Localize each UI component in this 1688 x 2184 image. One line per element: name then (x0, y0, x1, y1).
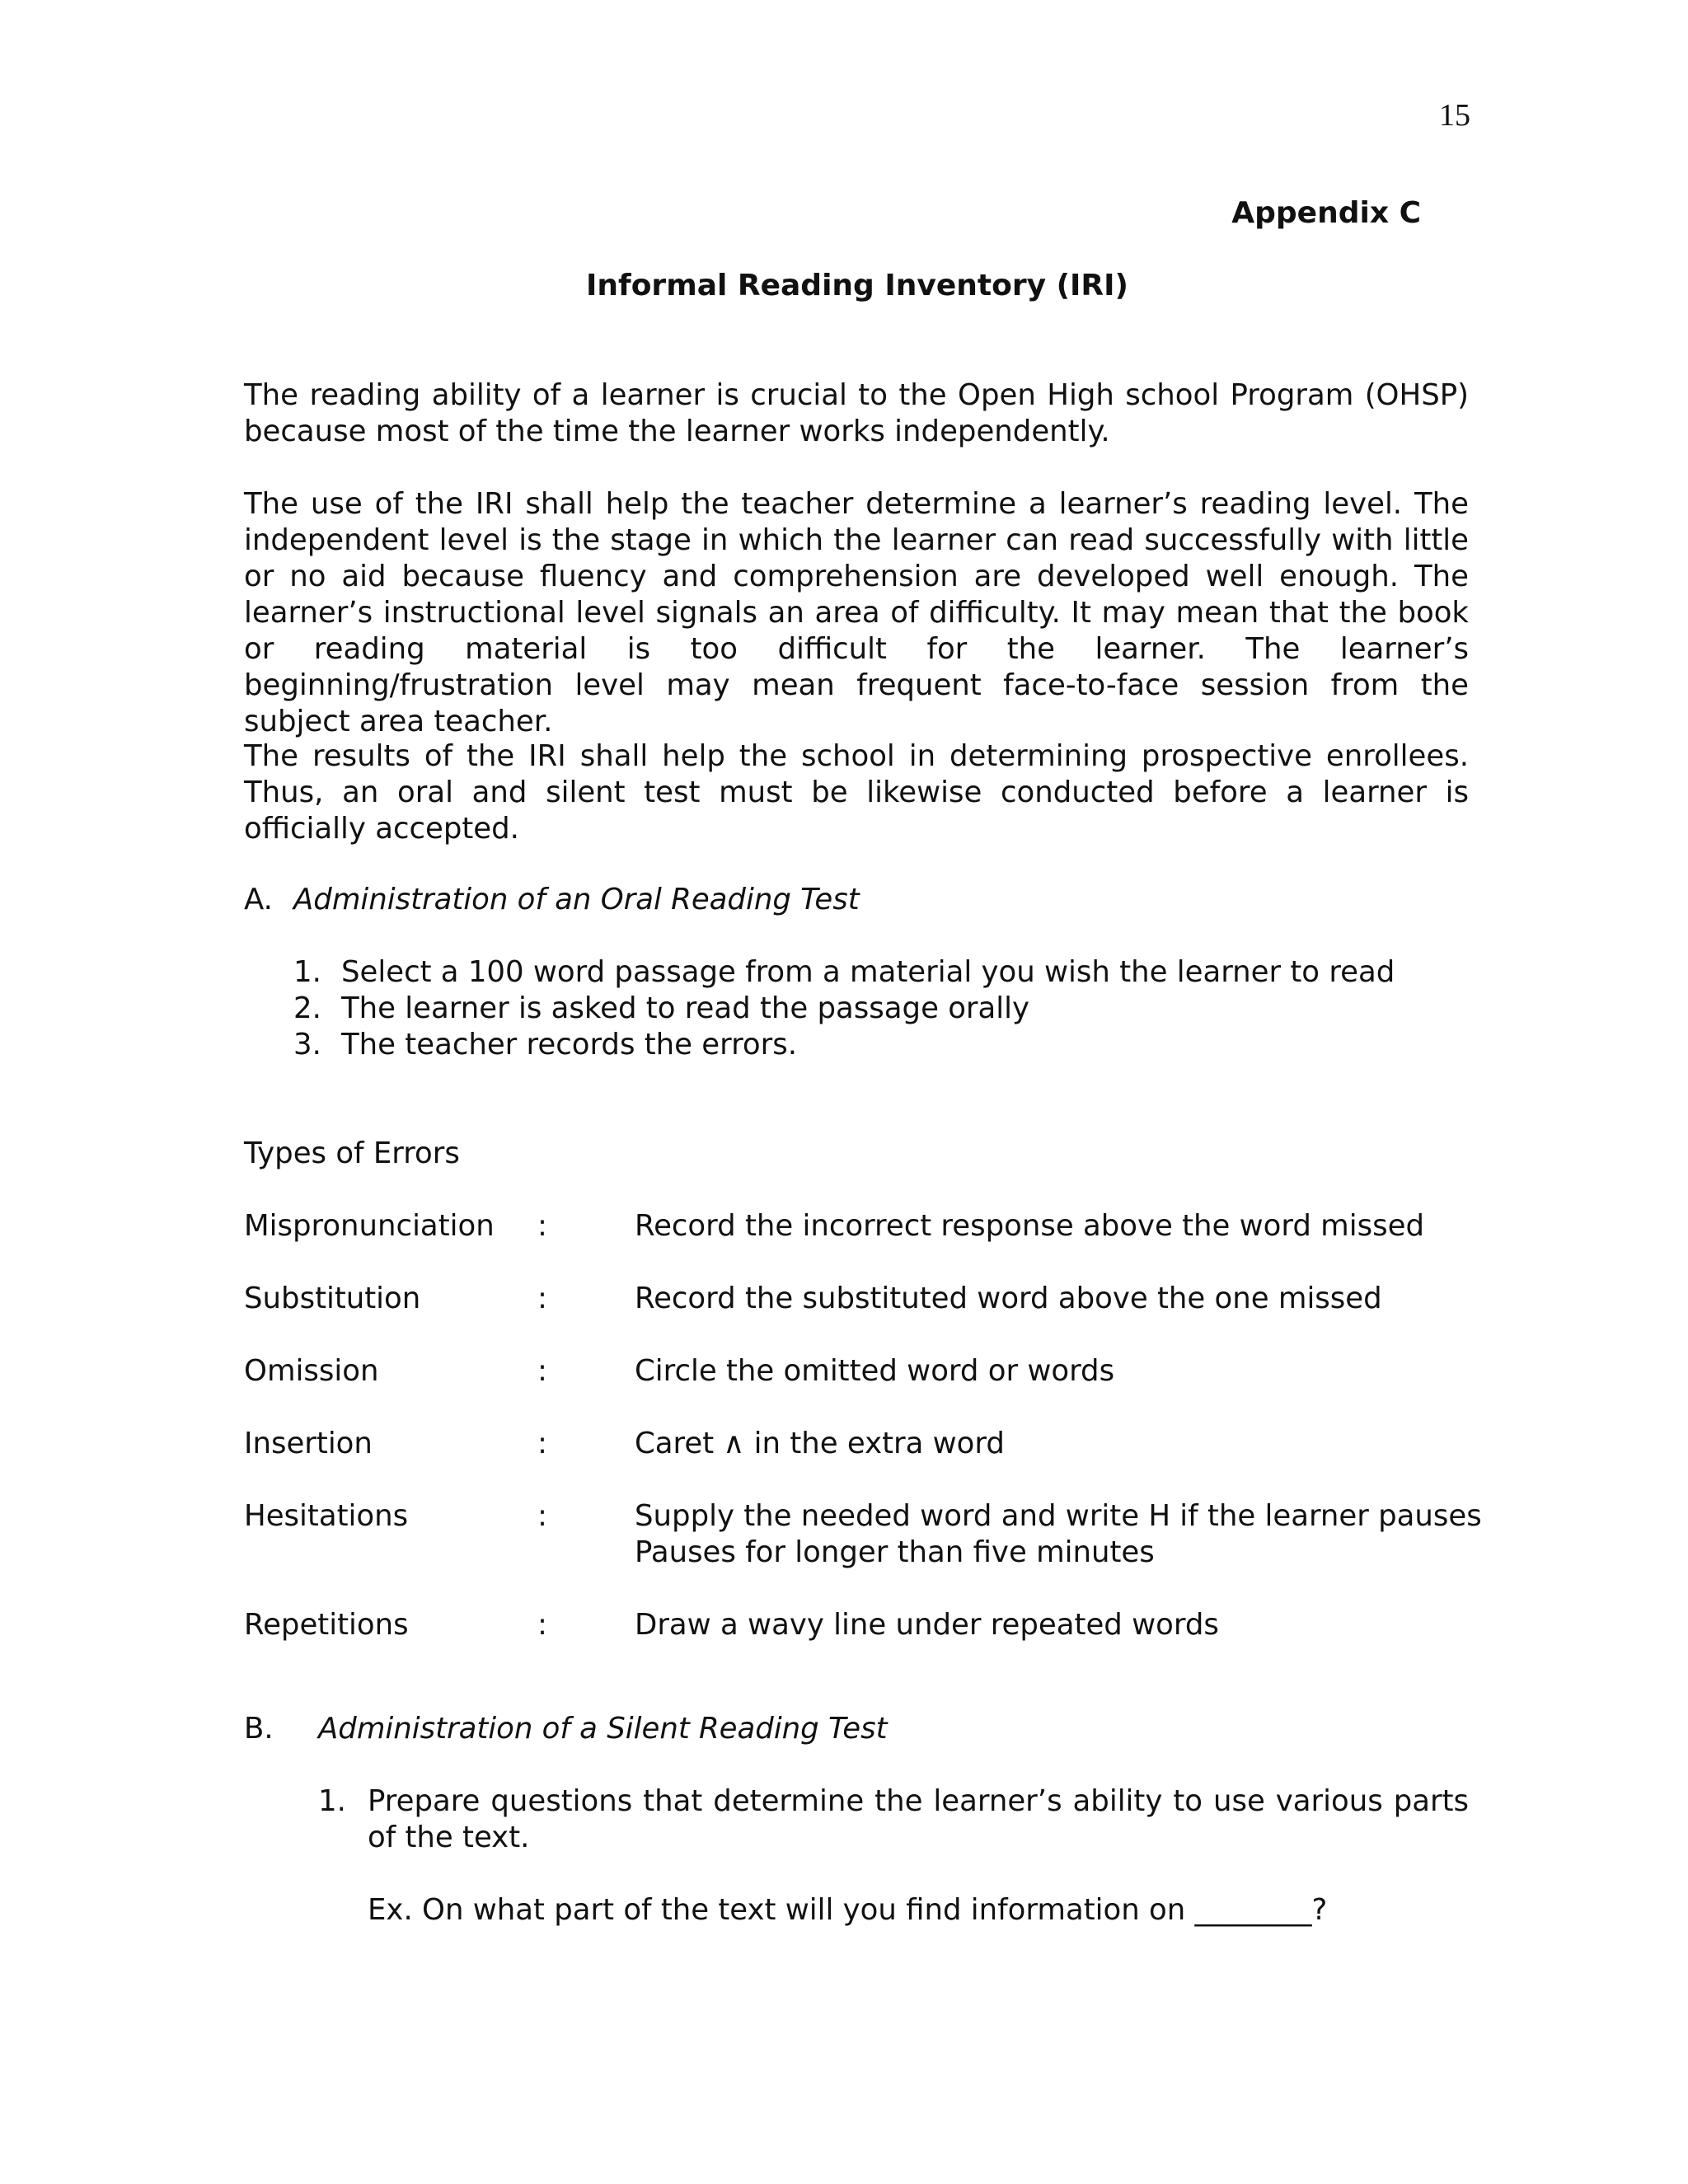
section-a-label: A. (244, 883, 273, 916)
section-a-title: Administration of an Oral Reading Test (293, 883, 860, 916)
example-question: Ex. On what part of the text will you find information on ________? (368, 1893, 1328, 1927)
error-term: Repetitions (244, 1608, 409, 1642)
error-separator: : (537, 1499, 547, 1533)
step-text: The teacher records the errors. (341, 1028, 798, 1062)
step-text: Select a 100 word passage from a material you wish the learner to read (341, 955, 1395, 989)
error-description: Circle the omitted word or words (635, 1354, 1115, 1388)
list-item (293, 954, 1395, 991)
error-description: Record the incorrect response above the word missed (635, 1209, 1424, 1243)
paragraph-results: The results of the IRI shall help the school in determining prospective enrollees. Thus, an oral and silent test must be likewise conducted before a learner is officially accepted. (244, 739, 1469, 846)
step-text: The learner is asked to read the passage orally (341, 991, 1029, 1025)
error-description: Supply the needed word and write H if the learner pauses (635, 1499, 1482, 1533)
error-description: Draw a wavy line under repeated words (635, 1608, 1219, 1642)
errors-title: Types of Errors (244, 1137, 460, 1170)
error-separator: : (537, 1282, 547, 1315)
page-title: Informal Reading Inventory (IRI) (586, 269, 1128, 302)
section-b-title: Administration of a Silent Reading Test (318, 1712, 888, 1746)
paragraph-intro: The reading ability of a learner is crucial to the Open High school Program (OHSP) because most of the time the learner works independently. (244, 378, 1469, 448)
error-term: Mispronunciation (244, 1209, 495, 1243)
error-separator: : (537, 1427, 547, 1460)
error-description: Caret ∧ in the extra word (635, 1427, 1005, 1460)
error-description-line2: Pauses for longer than five minutes (635, 1535, 1155, 1569)
section-b-heading (244, 1711, 888, 1747)
step-number: 2. (293, 991, 321, 1025)
error-term: Insertion (244, 1427, 373, 1460)
error-separator: : (537, 1209, 547, 1243)
error-separator: : (537, 1354, 547, 1388)
paragraph-reading-levels: The use of the IRI shall help the teacher determine a learner’s reading level. The independent level is the stage in which the learner can read successfully with little or no aid because fluency and comprehension are developed well enough. The learner’s instructional level signals an area of difficulty. It may mean that the book or reading material is too difficult for the learner. The learner’s beginning/frustration level may mean frequent face-to-face session from the subject area teacher. (244, 487, 1469, 738)
section-a-heading (244, 882, 860, 918)
step-number: 1. (293, 955, 321, 989)
step-number: 1. (318, 1784, 346, 1818)
appendix-label: Appendix C (1231, 196, 1421, 230)
silent-test-step (318, 1783, 1469, 1856)
list-item (293, 991, 1395, 1027)
error-separator: : (537, 1608, 547, 1642)
error-term: Substitution (244, 1282, 421, 1315)
error-term: Omission (244, 1354, 379, 1388)
error-term: Hesitations (244, 1499, 409, 1533)
section-b-label: B. (244, 1712, 274, 1746)
oral-test-steps (293, 954, 1395, 1063)
page-number: 15 (1439, 98, 1470, 133)
error-description: Record the substituted word above the one missed (635, 1282, 1382, 1315)
step-number: 3. (293, 1028, 321, 1062)
step-text: Prepare questions that determine the learner’s ability to use various parts of the text. (368, 1784, 1469, 1854)
list-item (293, 1027, 1395, 1063)
